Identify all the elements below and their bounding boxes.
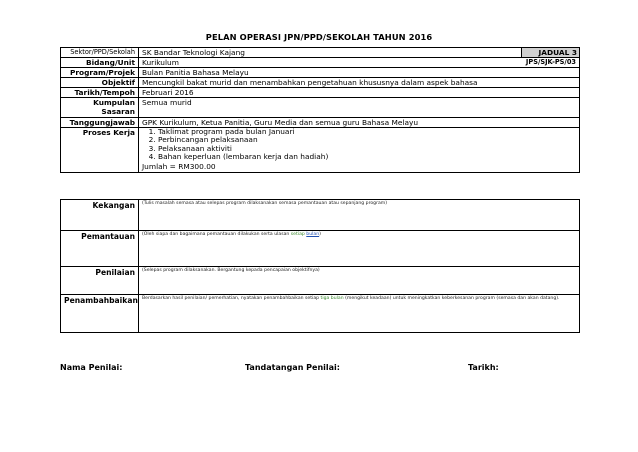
kumpulan-label (61, 98, 139, 118)
row-penambahbaikan (61, 295, 580, 333)
row-proses (61, 128, 580, 173)
nama-penilai-label: Nama Penilai: (60, 363, 123, 372)
pemantauan-label: Pemantauan (61, 231, 139, 267)
reference-code: JPS/SJK-PS/03 (525, 58, 576, 66)
tarikh-footer-label: Tarikh: (468, 363, 499, 372)
tarikh-value: Februari 2016 (139, 88, 580, 98)
jumlah-total: Jumlah = RM300.00 (142, 161, 216, 171)
tanggungjawab-value: GPK Kurikulum, Ketua Panitia, Guru Media dan semua guru Bahasa Melayu (139, 118, 580, 128)
penilaian-note: (Selepas program dilaksanakan. Bergantung kepada pencapaian objektifnya) (139, 267, 580, 295)
proses-cell (139, 128, 580, 173)
row-bidang (61, 58, 580, 68)
proses-step: 3. Pelaksanaan aktiviti (158, 145, 576, 153)
program-label: Program/Projek (61, 68, 139, 78)
proses-step: 2. Perbincangan pelaksanaan (158, 136, 576, 144)
objektif-label: Objektif (61, 78, 139, 88)
tarikh-label: Tarikh/Tempoh (61, 88, 139, 98)
row-tarikh (61, 88, 580, 98)
sektor-cell (139, 48, 580, 58)
sektor-label: Sektor/PPD/Sekolah (61, 48, 139, 58)
pemantauan-note-link: bulan (306, 232, 320, 237)
penambahbaikan-note-text: Berdasarkan hasil penilaian/ pemerhatian, nyatakan penambahbaikan setiap (142, 296, 321, 301)
row-sektor (61, 48, 580, 58)
kekangan-note: (Tulis masalah semasa atau selepas program dilaksanakan semasa pemantauan atau sepanjang program) (139, 200, 580, 231)
bidang-cell (139, 58, 580, 68)
kekangan-label: Kekangan (61, 200, 139, 231)
bidang-label: Bidang/Unit (61, 58, 139, 68)
row-pemantauan (61, 231, 580, 267)
proses-step: 4. Bahan keperluan (lembaran kerja dan hadiah) (158, 153, 576, 161)
jadual-badge: JADUAL 3 (521, 48, 579, 57)
tandatangan-penilai-label: Tandatangan Penilai: (245, 363, 340, 372)
row-program (61, 68, 580, 78)
tanggungjawab-label: Tanggungjawab (61, 118, 139, 128)
penambahbaikan-label: Penambahbaikan (61, 295, 139, 333)
review-table (60, 199, 580, 333)
proses-step: 1. Taklimat program pada bulan Januari (158, 128, 576, 136)
row-tanggungjawab (61, 118, 580, 128)
bidang-value: Kurikulum (142, 58, 179, 67)
penambahbaikan-note-end: (mengikut keadaan) untuk meningkatkan keberkesanan program (semasa dan akan datang). (343, 296, 560, 301)
proses-label: Proses Kerja (61, 128, 139, 173)
pemantauan-note-highlight: setiap (290, 232, 305, 237)
sektor-value: SK Bandar Teknologi Kajang (142, 48, 245, 57)
pemantauan-note (139, 231, 580, 267)
penambahbaikan-note (139, 295, 580, 333)
row-kumpulan (61, 98, 580, 118)
pemantauan-note-text: (Oleh siapa dan bagaimana pemantauan dilakukan serta ulasan (142, 232, 291, 237)
row-objektif (61, 78, 580, 88)
kumpulan-label-line2: Sasaran (101, 107, 135, 116)
plan-details-table (60, 47, 580, 173)
pemantauan-note-end: ) (319, 232, 321, 237)
row-penilaian (61, 267, 580, 295)
page-title: PELAN OPERASI JPN/PPD/SEKOLAH TAHUN 2016 (205, 32, 433, 42)
kumpulan-value: Semua murid (139, 98, 580, 118)
penilaian-label: Penilaian (61, 267, 139, 295)
objektif-value: Mencungkil bakat murid dan menambahkan pengetahuan khususnya dalam aspek bahasa (139, 78, 580, 88)
kumpulan-label-line1: Kumpulan (93, 98, 135, 107)
program-value: Bulan Panitia Bahasa Melayu (139, 68, 580, 78)
proses-steps-list (142, 128, 576, 162)
row-kekangan (61, 200, 580, 231)
penambahbaikan-note-highlight: tiga bulan (320, 296, 344, 301)
